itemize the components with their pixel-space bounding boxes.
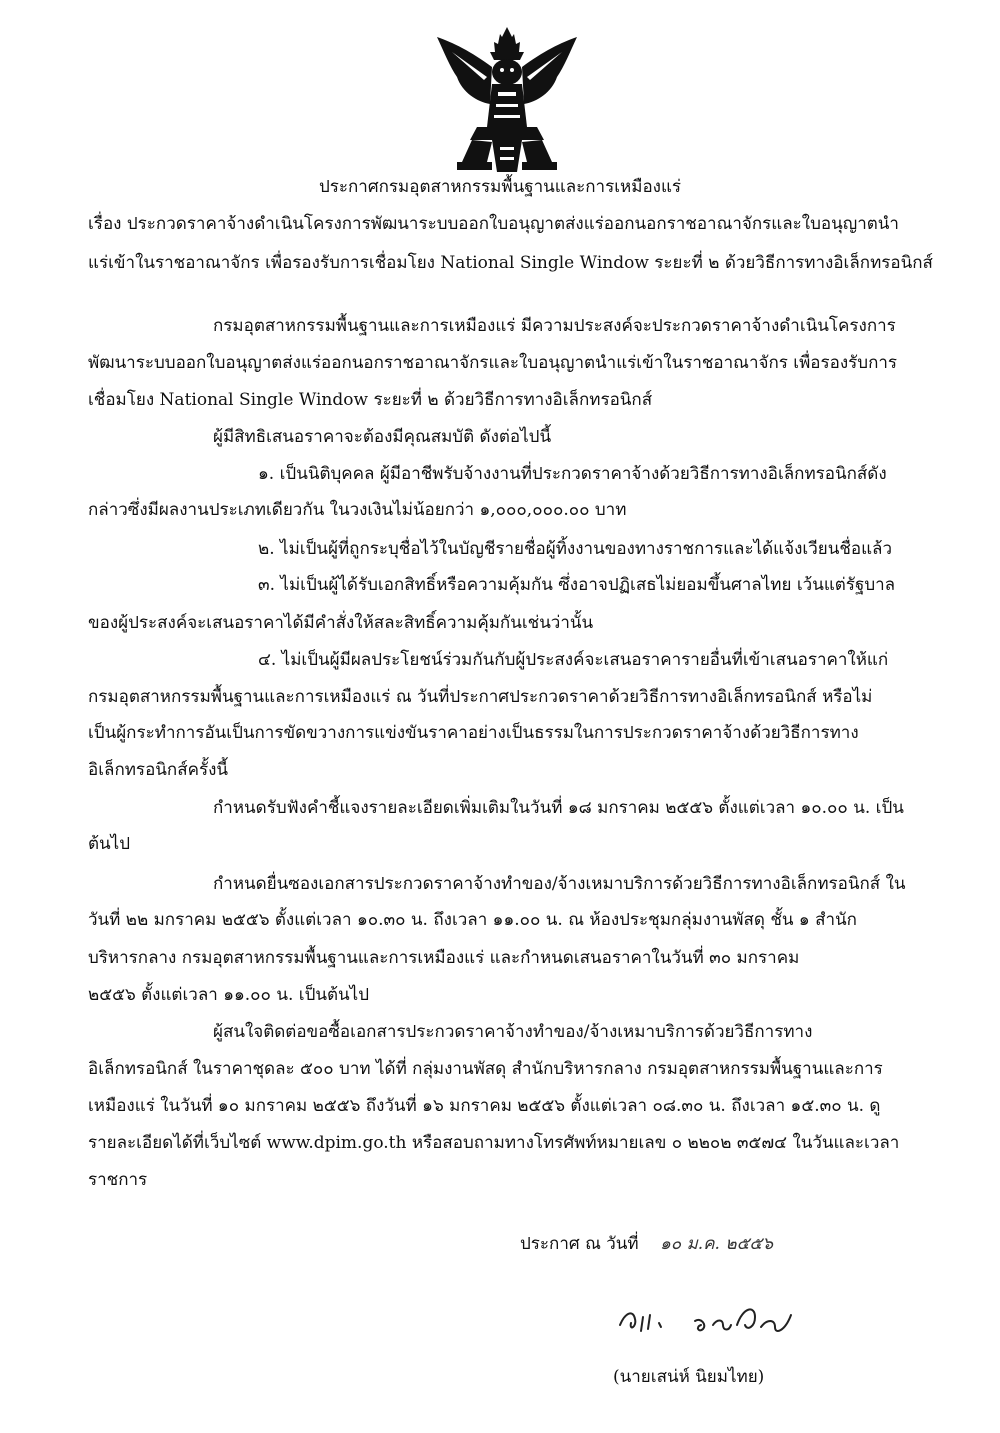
subject-line: เรื่อง ประกวดราคาจ้างดำเนินโครงการพัฒนาระบบออกใบอนุญาตส่งแร่ออกนอกราชอาณาจักรและใบอนุญาตนำ xyxy=(88,214,899,234)
body-line: ต้นไป xyxy=(88,834,131,854)
body-line: ๓. ไม่เป็นผู้ได้รับเอกสิทธิ์หรือความคุ้มกัน ซึ่งอาจปฏิเสธไม่ยอมขึ้นศาลไทย เว้นแต่รัฐบาล xyxy=(258,575,896,595)
body-line: ของผู้ประสงค์จะเสนอราคาได้มีคำสั่งให้สละสิทธิ์ความคุ้มกันเช่นว่านั้น xyxy=(88,613,594,633)
body-line: กรมอุตสาหกรรมพื้นฐานและการเหมืองแร่ มีความประสงค์จะประกวดราคาจ้างดำเนินโครงการ xyxy=(213,316,896,336)
date-value: ๑๐ ม.ค. ๒๕๕๖ xyxy=(660,1234,774,1254)
announcement-title: ประกาศกรมอุตสาหกรรมพื้นฐานและการเหมืองแร่ xyxy=(318,177,682,197)
body-line: กรมอุตสาหกรรมพื้นฐานและการเหมืองแร่ ณ วันที่ประกาศประกวดราคาด้วยวิธีการทางอิเล็กทรอนิกส์ หรือไม่ xyxy=(88,687,873,707)
body-line: ราชการ xyxy=(88,1170,148,1190)
body-line: พัฒนาระบบออกใบอนุญาตส่งแร่ออกนอกราชอาณาจักรและใบอนุญาตนำแร่เข้าในราชอาณาจักร เพื่อรองรับการ xyxy=(88,353,898,373)
body-line: อิเล็กทรอนิกส์ครั้งนี้ xyxy=(88,760,228,780)
body-line: ผู้สนใจติดต่อขอซื้อเอกสารประกวดราคาจ้างทำของ/จ้างเหมาบริการด้วยวิธีการทาง xyxy=(213,1022,813,1042)
body-line: อิเล็กทรอนิกส์ ในราคาชุดละ ๕๐๐ บาท ได้ที่ กลุ่มงานพัสดุ สำนักบริหารกลาง กรมอุตสาหกรรมพื้นฐานและการ xyxy=(88,1059,883,1079)
body-line: ๑. เป็นนิติบุคคล ผู้มีอาชีพรับจ้างงานที่ประกวดราคาจ้างด้วยวิธีการทางอิเล็กทรอนิกส์ดัง xyxy=(258,464,887,484)
garuda-emblem-icon xyxy=(432,22,582,182)
body-line: กำหนดยื่นซองเอกสารประกวดราคาจ้างทำของ/จ้างเหมาบริการด้วยวิธีการทางอิเล็กทรอนิกส์ ใน xyxy=(213,874,906,894)
body-line: เชื่อมโยง National Single Window ระยะที่ ๒ ด้วยวิธีการทางอิเล็กทรอนิกส์ xyxy=(88,390,653,410)
handwritten-signature xyxy=(615,1295,805,1345)
subject-line: แร่เข้าในราชอาณาจักร เพื่อรองรับการเชื่อมโยง National Single Window ระยะที่ ๒ ด้วยวิธีการทางอิเล็กทรอนิกส์ xyxy=(88,253,933,273)
body-line: วันที่ ๒๒ มกราคม ๒๕๕๖ ตั้งแต่เวลา ๑๐.๓๐ น. ถึงเวลา ๑๑.๐๐ น. ณ ห้องประชุมกลุ่มงานพัสดุ ชั้น ๑ สำนัก xyxy=(88,910,857,930)
body-line: ๒. ไม่เป็นผู้ที่ถูกระบุชื่อไว้ในบัญชีรายชื่อผู้ทิ้งงานของทางราชการและได้แจ้งเวียนชื่อแล้ว xyxy=(258,539,892,559)
body-line: กล่าวซึ่งมีผลงานประเภทเดียวกัน ในวงเงินไม่น้อยกว่า ๑,๐๐๐,๐๐๐.๐๐ บาท xyxy=(88,500,627,520)
body-line: รายละเอียดได้ที่เว็บไซต์ www.dpim.go.th หรือสอบถามทางโทรศัพท์หมายเลข ๐ ๒๒๐๒ ๓๕๗๔ ในวันและเวลา xyxy=(88,1133,900,1153)
body-line: ๒๕๕๖ ตั้งแต่เวลา ๑๑.๐๐ น. เป็นต้นไป xyxy=(88,985,369,1005)
date-label: ประกาศ ณ วันที่ xyxy=(520,1234,639,1254)
body-line: บริหารกลาง กรมอุตสาหกรรมพื้นฐานและการเหมืองแร่ และกำหนดเสนอราคาในวันที่ ๓๐ มกราคม xyxy=(88,948,800,968)
body-line: เป็นผู้กระทำการอันเป็นการขัดขวางการแข่งขันราคาอย่างเป็นธรรมในการประกวดราคาจ้างด้วยวิธีการทาง xyxy=(88,723,859,743)
signer-name: (นายเสน่ห์ นิยมไทย) xyxy=(613,1367,765,1387)
body-line: กำหนดรับฟังคำชี้แจงรายละเอียดเพิ่มเติมในวันที่ ๑๘ มกราคม ๒๕๕๖ ตั้งแต่เวลา ๑๐.๐๐ น. เป็น xyxy=(213,798,904,818)
body-line: ผู้มีสิทธิเสนอราคาจะต้องมีคุณสมบัติ ดังต่อไปนี้ xyxy=(213,427,552,447)
body-line: ๔. ไม่เป็นผู้มีผลประโยชน์ร่วมกันกับผู้ประสงค์จะเสนอราคารายอื่นที่เข้าเสนอราคาให้แก่ xyxy=(258,650,889,670)
body-line: เหมืองแร่ ในวันที่ ๑๐ มกราคม ๒๕๕๖ ถึงวันที่ ๑๖ มกราคม ๒๕๕๖ ตั้งแต่เวลา ๐๘.๓๐ น. ถึงเวลา ๑๕.๓๐ น. ดู xyxy=(88,1096,881,1116)
